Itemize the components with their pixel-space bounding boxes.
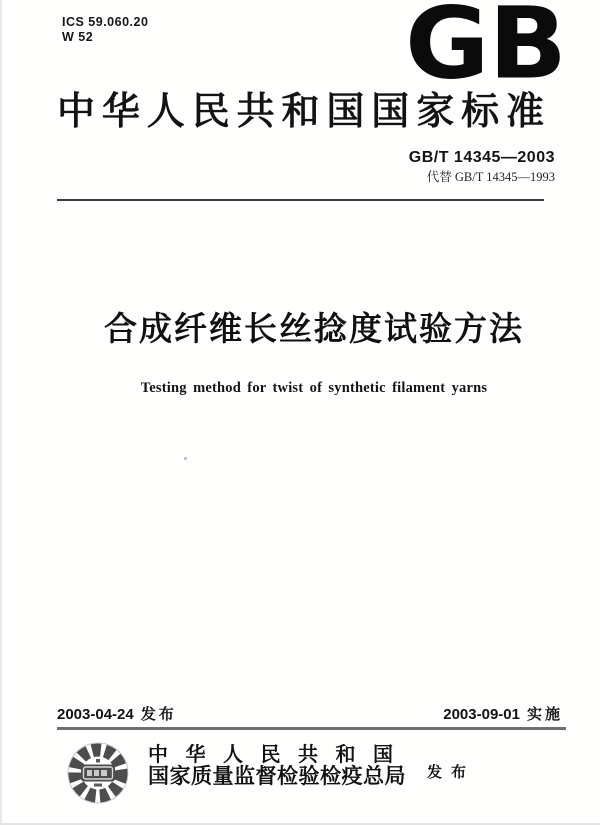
footer-rule	[57, 727, 566, 730]
scan-artifact-dot	[184, 457, 187, 460]
scan-edge-left	[0, 0, 2, 825]
implementation-date-value: 2003-09-01	[443, 706, 520, 723]
issue-date-value: 2003-04-24	[57, 706, 134, 723]
standard-number: GB/T 14345—2003	[408, 149, 555, 166]
dates-row	[57, 705, 563, 724]
aqsiq-seal-icon	[66, 741, 130, 805]
issue-date-label: 发布	[140, 706, 177, 723]
issuer-name-line1: 中华人民共和国	[148, 744, 393, 766]
standard-title-en: Testing method for twist of synthetic filament yarns	[140, 380, 488, 396]
header-rule	[57, 199, 544, 201]
ics-code: ICS 59.060.20	[62, 15, 149, 29]
gb-logo: GB	[404, 0, 566, 102]
superseded-standard-note: 代替 GB/T 14345—1993	[426, 170, 555, 184]
standard-category-title: 中华人民共和国国家标准	[57, 91, 544, 133]
release-label: 发布	[427, 764, 476, 781]
standard-number-block	[409, 149, 555, 185]
issue-date	[57, 705, 177, 724]
classification-block	[62, 15, 148, 45]
issuer-block	[148, 745, 408, 788]
implementation-date	[443, 705, 563, 724]
implementation-date-label: 实施	[526, 706, 563, 723]
standard-title-cn: 合成纤维长丝捻度试验方法	[104, 310, 524, 347]
issuer-name-line2: 国家质量监督检验检疫总局	[148, 765, 406, 788]
document-class-code: W 52	[62, 30, 94, 44]
